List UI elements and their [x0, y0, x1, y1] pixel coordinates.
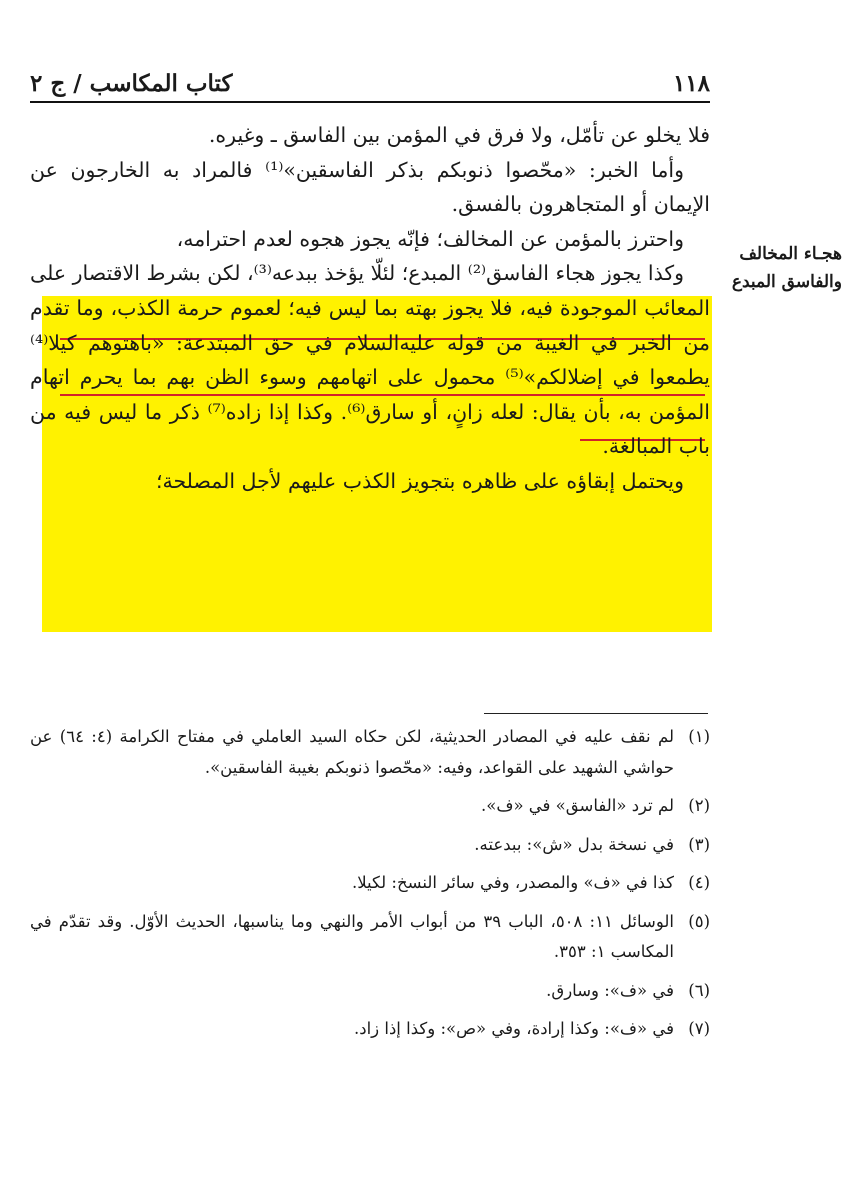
footnote-text: كذا في «ف» والمصدر، وفي سائر النسخ: لكيلا. [351, 873, 674, 892]
footnote-text: لم نقف عليه في المصادر الحديثية، لكن حكاه السيد العاملي في مفتاح الكرامة (٤: ٦٤) عن حواشي الشهيد على القواعد، وفيه: «محّصوا ذنوبكم بغيبة الفاسقين». [30, 727, 674, 777]
footnote-rule [484, 713, 708, 714]
main-text [30, 118, 710, 499]
paragraph-3: واحترز بالمؤمن عن المخالف؛ فإنّه يجوز هجوه لعدم احترامه، [176, 226, 684, 251]
side-note: هجـاء المخالف والفاسق المبدع [731, 244, 842, 292]
paragraph-2: وأما الخبر: «محّصوا ذنوبكم بذكر الفاسقين»⁽¹⁾ فالمراد به الخارجون عن الإيمان أو المتجاهرون بالفسق. [30, 157, 710, 217]
header-rule [30, 101, 710, 103]
footnote-6 [30, 976, 710, 1007]
page-header [30, 66, 710, 100]
footnote-3 [30, 830, 710, 861]
footnote-2 [30, 791, 710, 822]
footnote-text: الوسائل ١١: ٥٠٨، الباب ٣٩ من أبواب الأمر والنهي وما يناسبها، الحديث الأوّل. وقد تقدّم في المكاسب ١: ٣٥٣. [30, 911, 674, 961]
page-number: ١١٨ [672, 69, 710, 97]
paragraph-4: وكذا يجوز هجاء الفاسق⁽²⁾ المبدع؛ لئلّا يؤخذ ببدعه⁽³⁾، لكن بشرط الاقتصار على المعائب الموجودة فيه، فلا يجوز بهته بما ليس فيه؛ لعموم حرمة الكذب، وما تقدم من الخبر في الغيبة من قوله عليه‌السلام في حق المبتدعة: «باهتوهم كيلا⁽⁴⁾ يطمعوا في إضلالكم»⁽⁵⁾ محمول على اتهامهم وسوء الظن بهم بما يحرم اتهام المؤمن به، بأن يقال: لعله زانٍ، أو سارق⁽⁶⁾. وكذا إذا زاده⁽⁷⁾ ذكر ما ليس فيه من باب المبالغة. [30, 261, 711, 459]
footnote-7 [30, 1014, 710, 1045]
footnote-number: (٣) [688, 834, 710, 854]
footnote-number: (١) [688, 727, 710, 746]
book-title: كتاب المكاسب / ج ٢ [30, 69, 233, 97]
footnote-text: في «ف»: وسارق. [546, 980, 674, 1000]
footnote-number: (٧) [688, 1019, 710, 1038]
paragraph-1: فلا يخلو عن تأمّل، ولا فرق في المؤمن بين الفاسق ـ وغيره. [208, 123, 710, 147]
paragraph-5: ويحتمل إبقاؤه على ظاهره بتجويز الكذب عليهم لأجل المصلحة؛ [155, 468, 684, 493]
footnote-number: (٦) [688, 980, 710, 1000]
footnote-number: (٥) [688, 911, 710, 931]
footnote-text: في «ف»: وكذا إرادة، وفي «ص»: وكذا إذا زاد. [353, 1019, 674, 1038]
footnote-4 [30, 868, 710, 899]
footnote-1 [30, 722, 710, 783]
footnotes [30, 722, 710, 1053]
footnote-text: لم ترد «الفاسق» في «ف». [481, 796, 674, 815]
footnote-number: (٢) [688, 796, 710, 815]
footnote-number: (٤) [688, 873, 710, 892]
footnote-text: في نسخة بدل «ش»: ببدعته. [474, 834, 674, 854]
footnote-5 [30, 907, 710, 968]
